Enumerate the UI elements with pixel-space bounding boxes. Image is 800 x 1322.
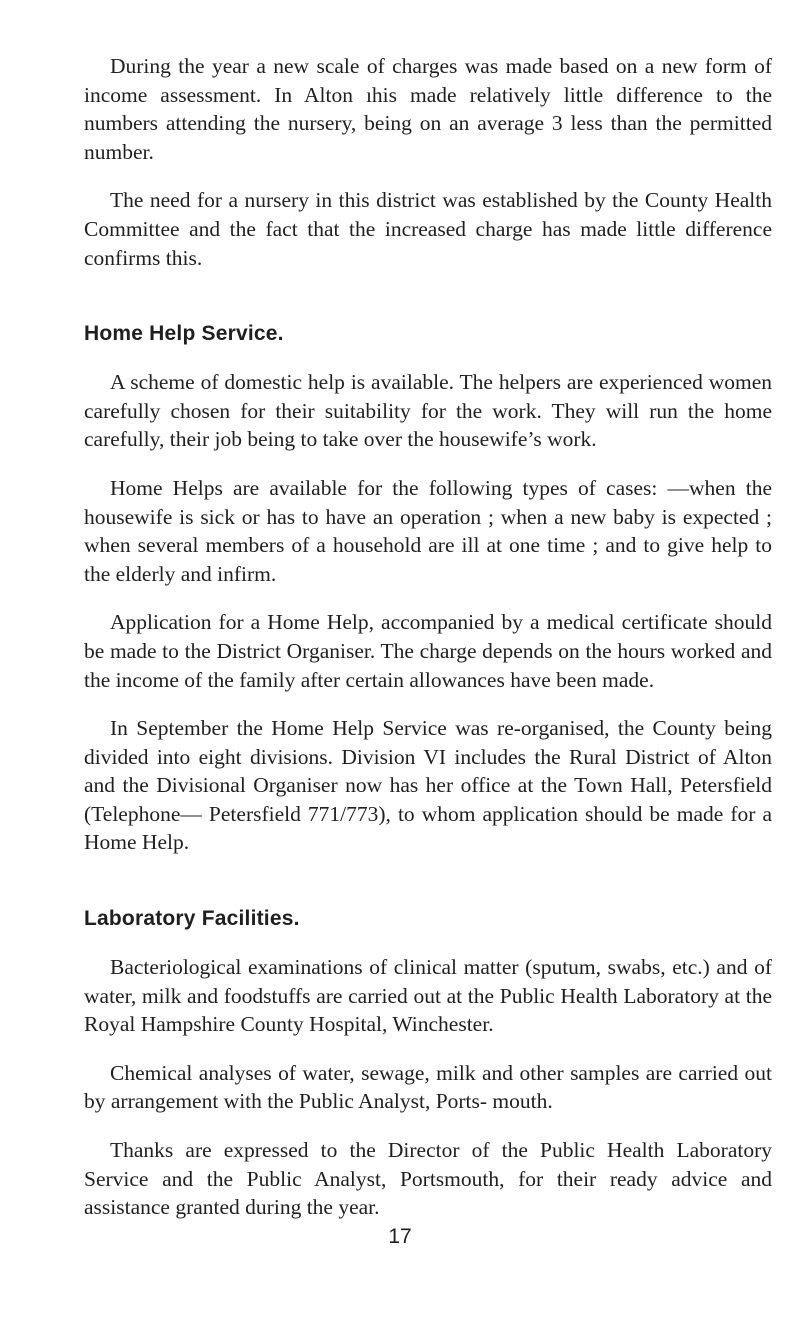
home-help-paragraph-1: A scheme of domestic help is available. The helpers are experienced women carefully chosen for their suitability for the work. They will run the home carefully, their job being to take over the housewife’s work.	[84, 370, 772, 452]
laboratory-paragraph-2: Chemical analyses of water, sewage, milk and other samples are carried out by arrangement with the Public Analyst, Ports- mouth.	[84, 1060, 772, 1114]
home-help-heading: Home Help Service.	[84, 322, 284, 346]
laboratory-heading: Laboratory Facilities.	[84, 907, 300, 931]
home-help-paragraph-3: Application for a Home Help, accompanied by a medical certificate should be made to the District Organiser. The charge depends on the hours worked and the income of the family after certain allowances have been made.	[84, 610, 772, 692]
intro-paragraph-1: During the year a new scale of charges was made based on a new form of income assessment. In Alton ıhis made relatively little difference to the numbers attending the nursery, being on an average 3 less than the permitted number.	[84, 54, 772, 164]
laboratory-paragraph-1: Bacteriological examinations of clinical matter (sputum, swabs, etc.) and of water, milk and foodstuffs are carried out at the Public Health Laboratory at the Royal Hampshire County Hospital, Winchester.	[84, 955, 772, 1037]
home-help-paragraph-4: In September the Home Help Service was re-organised, the County being divided into eight divisions. Division VI includes the Rural District of Alton and the Divisional Organiser now has her office at the Town Hall, Petersfield (Telephone— Petersfield 771/773), to whom application should be made for a Home Help.	[84, 716, 772, 855]
intro-paragraph-2: The need for a nursery in this district was established by the County Health Committee and the fact that the increased charge has made little difference confirms this.	[84, 188, 772, 270]
laboratory-paragraph-3: Thanks are expressed to the Director of the Public Health Laboratory Service and the Public Analyst, Portsmouth, for their ready advice and assistance granted during the year.	[84, 1138, 772, 1220]
home-help-paragraph-2: Home Helps are available for the following types of cases: —when the housewife is sick or has to have an operation ; when a new baby is expected ; when several members of a household are ill at one time ; and to give help to the elderly and infirm.	[84, 475, 772, 586]
page-content	[84, 52, 772, 1222]
page-number: 17	[388, 1225, 412, 1248]
